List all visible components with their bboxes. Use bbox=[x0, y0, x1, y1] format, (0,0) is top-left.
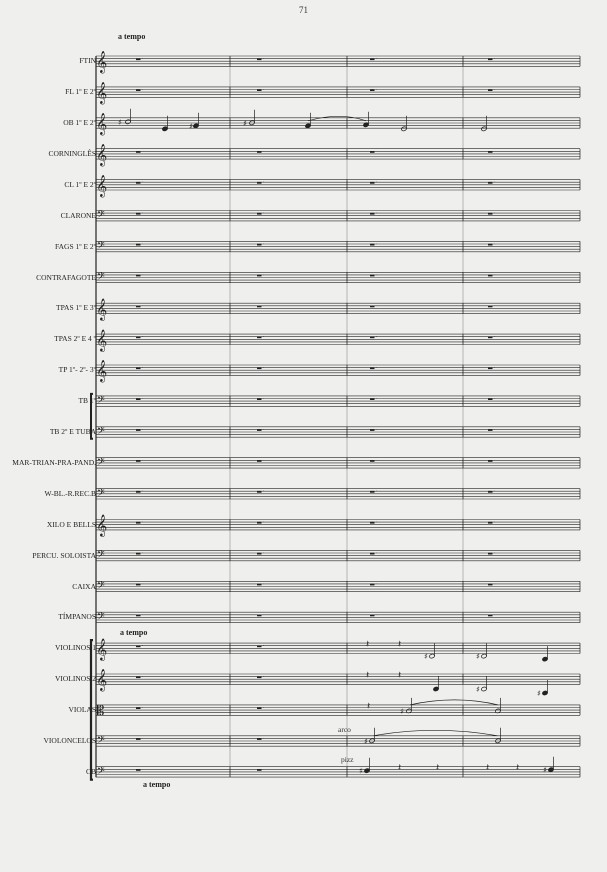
whole-rest bbox=[257, 645, 262, 647]
whole-rest bbox=[257, 522, 262, 524]
whole-rest bbox=[257, 275, 262, 277]
rest-dot: · bbox=[262, 582, 265, 588]
whole-rest bbox=[488, 429, 493, 431]
rest-dot: · bbox=[141, 397, 144, 402]
rest-dot: · bbox=[262, 489, 265, 495]
whole-rest bbox=[257, 584, 262, 586]
whole-rest bbox=[136, 398, 141, 400]
whole-rest bbox=[257, 336, 262, 338]
rest-dot: · bbox=[141, 520, 144, 526]
whole-rest bbox=[488, 306, 493, 308]
sharp-icon: ♯ bbox=[424, 652, 428, 662]
tempo-marking-strings: a tempo bbox=[120, 628, 148, 637]
whole-rest bbox=[488, 151, 493, 153]
whole-rest bbox=[257, 398, 262, 400]
sharp-icon: ♯ bbox=[476, 652, 480, 662]
rest-dot: · bbox=[375, 397, 378, 402]
rest-dot: · bbox=[141, 242, 144, 248]
instrument-label: XILO E BELLS bbox=[46, 519, 96, 529]
instrument-label: TPAS 2º E 4 º bbox=[54, 334, 96, 344]
rest-dot: · bbox=[375, 335, 378, 341]
whole-rest bbox=[257, 213, 262, 215]
whole-rest bbox=[488, 244, 493, 246]
rest-dot: · bbox=[262, 644, 265, 650]
whole-rest bbox=[257, 738, 262, 740]
sharp-icon: ♯ bbox=[364, 736, 368, 746]
rest-dot: · bbox=[262, 427, 265, 433]
quarter-rest-icon: 𝄽 bbox=[366, 639, 370, 651]
rest-dot: · bbox=[141, 582, 144, 588]
whole-rest bbox=[257, 182, 262, 184]
rest-dot: · bbox=[262, 57, 265, 63]
tie-slur bbox=[373, 730, 498, 736]
whole-rest bbox=[488, 336, 493, 338]
whole-rest bbox=[136, 58, 141, 60]
page-number: 71 bbox=[299, 5, 308, 15]
whole-rest bbox=[488, 275, 493, 277]
bass-clef-icon: 𝄢 bbox=[97, 548, 105, 563]
rest-dot: · bbox=[375, 242, 378, 248]
whole-rest bbox=[257, 491, 262, 493]
rest-dot: · bbox=[141, 551, 144, 557]
rest-dot: · bbox=[141, 273, 144, 279]
whole-rest bbox=[370, 151, 375, 153]
whole-rest bbox=[370, 244, 375, 246]
alto-clef-icon: 𝄡 bbox=[97, 704, 105, 720]
instrument-label: CL 1º E 2º bbox=[64, 179, 96, 189]
whole-rest bbox=[136, 584, 141, 586]
whole-rest bbox=[488, 522, 493, 524]
rest-dot: · bbox=[141, 304, 144, 310]
quarter-rest-icon: 𝄽 bbox=[398, 762, 402, 774]
whole-rest bbox=[257, 553, 262, 555]
whole-rest bbox=[370, 182, 375, 184]
instrument-label: CB bbox=[85, 766, 96, 776]
whole-rest bbox=[257, 244, 262, 246]
treble-clef-icon: 𝄞 bbox=[96, 329, 108, 352]
whole-rest bbox=[488, 213, 493, 215]
rest-dot: · bbox=[141, 767, 144, 773]
rest-dot: · bbox=[262, 706, 265, 711]
whole-rest bbox=[370, 615, 375, 617]
rest-dot: · bbox=[375, 273, 378, 279]
instrument-label: CORNINGLÊS bbox=[48, 148, 96, 158]
whole-rest bbox=[488, 491, 493, 493]
rest-dot: · bbox=[141, 675, 144, 681]
quarter-rest-icon: 𝄽 bbox=[486, 762, 490, 774]
whole-rest bbox=[370, 584, 375, 586]
bass-clef-icon: 𝄢 bbox=[97, 208, 105, 223]
instrument-label: TÍMPANOS bbox=[58, 612, 96, 622]
instrument-label: TPAS 1º E 3º bbox=[55, 303, 96, 313]
bass-clef-icon: 𝄢 bbox=[97, 486, 105, 501]
rest-dot: · bbox=[141, 736, 144, 742]
whole-rest bbox=[257, 429, 262, 431]
rest-dot: · bbox=[375, 88, 378, 93]
brass-bracket bbox=[91, 394, 93, 439]
whole-rest bbox=[136, 275, 141, 277]
bass-clef-icon: 𝄢 bbox=[97, 239, 105, 254]
rest-dot: · bbox=[262, 767, 265, 773]
rest-dot: · bbox=[375, 149, 378, 155]
instrument-label: VIOLAS bbox=[68, 705, 96, 715]
whole-rest bbox=[257, 306, 262, 308]
whole-rest bbox=[257, 707, 262, 709]
whole-rest bbox=[136, 460, 141, 462]
whole-rest bbox=[136, 336, 141, 338]
rest-dot: · bbox=[493, 273, 496, 279]
bass-clef-icon: 𝄢 bbox=[97, 455, 105, 470]
quarter-rest-icon: 𝄽 bbox=[398, 639, 402, 651]
rest-dot: · bbox=[141, 613, 144, 619]
strings-bracket bbox=[91, 640, 93, 780]
treble-clef-icon: 𝄞 bbox=[96, 360, 108, 383]
whole-rest bbox=[136, 738, 141, 740]
rest-dot: · bbox=[141, 427, 144, 433]
quarter-rest-icon: 𝄽 bbox=[436, 762, 440, 774]
sharp-icon: ♯ bbox=[189, 121, 193, 131]
bass-clef-icon: 𝄢 bbox=[97, 734, 105, 748]
whole-rest bbox=[136, 367, 141, 369]
whole-rest bbox=[136, 429, 141, 431]
whole-rest bbox=[257, 367, 262, 369]
instrument-label: VIOLINOS 2 bbox=[54, 674, 96, 684]
rest-dot: · bbox=[493, 551, 496, 557]
rest-dot: · bbox=[493, 366, 496, 372]
rest-dot: · bbox=[262, 88, 265, 93]
whole-rest bbox=[370, 306, 375, 308]
whole-rest bbox=[257, 676, 262, 678]
whole-rest bbox=[257, 58, 262, 60]
instrument-label: OB 1º E 2º bbox=[63, 118, 96, 127]
whole-rest bbox=[488, 553, 493, 555]
whole-rest bbox=[136, 213, 141, 215]
treble-clef-icon: 𝄞 bbox=[96, 638, 108, 661]
rest-dot: · bbox=[375, 57, 378, 63]
whole-rest bbox=[370, 398, 375, 400]
whole-rest bbox=[488, 460, 493, 462]
sharp-icon: ♯ bbox=[543, 765, 547, 775]
quarter-rest-icon: 𝄽 bbox=[367, 700, 371, 712]
whole-rest bbox=[136, 306, 141, 308]
rest-dot: · bbox=[141, 335, 144, 341]
whole-rest bbox=[136, 769, 141, 771]
quarter-rest-icon: 𝄽 bbox=[366, 670, 370, 681]
rest-dot: · bbox=[262, 335, 265, 341]
rest-dot: · bbox=[375, 582, 378, 588]
rest-dot: · bbox=[262, 613, 265, 619]
bass-clef-icon: 𝄢 bbox=[97, 610, 105, 625]
instrument-label: FAGS 1º E 2º bbox=[55, 241, 96, 251]
whole-rest bbox=[488, 58, 493, 60]
instrument-label: CONTRAFAGOTE bbox=[36, 272, 96, 282]
whole-rest bbox=[370, 336, 375, 338]
whole-rest bbox=[370, 491, 375, 493]
whole-rest bbox=[136, 182, 141, 184]
rest-dot: · bbox=[141, 458, 144, 464]
rest-dot: · bbox=[375, 427, 378, 433]
rest-dot: · bbox=[262, 149, 265, 155]
whole-rest bbox=[370, 429, 375, 431]
whole-rest bbox=[136, 89, 141, 91]
whole-rest bbox=[370, 89, 375, 91]
whole-rest bbox=[488, 182, 493, 184]
treble-clef-icon: 𝄞 bbox=[96, 174, 108, 197]
rest-dot: · bbox=[493, 180, 496, 186]
instrument-label: TP 1º- 2º- 3º bbox=[58, 365, 96, 375]
rest-dot: · bbox=[141, 211, 144, 217]
instrument-label: CAIXA bbox=[72, 581, 96, 591]
quarter-rest-icon: 𝄽 bbox=[398, 670, 402, 681]
pizz-marking: pizz bbox=[341, 755, 354, 764]
whole-rest bbox=[257, 769, 262, 771]
instrument-label: MAR-TRIAN-PRA-PAND. bbox=[12, 457, 96, 467]
rest-dot: · bbox=[262, 211, 265, 217]
whole-rest bbox=[136, 244, 141, 246]
rest-dot: · bbox=[262, 675, 265, 681]
tempo-marking-bottom: a tempo bbox=[143, 780, 171, 789]
bass-clef-icon: 𝄢 bbox=[97, 394, 105, 409]
whole-rest bbox=[136, 491, 141, 493]
quarter-rest-icon: 𝄽 bbox=[516, 762, 520, 774]
rest-dot: · bbox=[493, 397, 496, 402]
rest-dot: · bbox=[493, 582, 496, 588]
rest-dot: · bbox=[493, 335, 496, 341]
whole-rest bbox=[488, 367, 493, 369]
rest-dot: · bbox=[262, 304, 265, 310]
whole-rest bbox=[370, 522, 375, 524]
rest-dot: · bbox=[375, 551, 378, 557]
whole-rest bbox=[257, 89, 262, 91]
instrument-label: PERCU. SOLOISTA bbox=[32, 550, 96, 560]
sharp-icon: ♯ bbox=[243, 118, 247, 128]
rest-dot: · bbox=[493, 57, 496, 63]
tie-slur bbox=[410, 700, 498, 705]
rest-dot: · bbox=[493, 520, 496, 526]
bass-clef-icon: 𝄢 bbox=[97, 270, 105, 285]
treble-clef-icon: 𝄞 bbox=[96, 514, 108, 537]
instrument-label: TB 1º bbox=[78, 396, 96, 406]
rest-dot: · bbox=[262, 458, 265, 464]
rest-dot: · bbox=[493, 149, 496, 155]
instrument-label: FL 1º E 2º bbox=[65, 87, 96, 97]
rest-dot: · bbox=[493, 304, 496, 310]
rest-dot: · bbox=[141, 366, 144, 372]
whole-rest bbox=[370, 460, 375, 462]
rest-dot: · bbox=[141, 88, 144, 93]
sharp-icon: ♯ bbox=[359, 766, 363, 776]
rest-dot: · bbox=[262, 551, 265, 557]
treble-clef-icon: 𝄞 bbox=[96, 82, 108, 105]
whole-rest bbox=[136, 553, 141, 555]
rest-dot: · bbox=[262, 520, 265, 526]
whole-rest bbox=[136, 676, 141, 678]
rest-dot: · bbox=[375, 613, 378, 619]
rest-dot: · bbox=[262, 273, 265, 279]
instrument-label: TB 2º E TUBA bbox=[49, 427, 96, 436]
rest-dot: · bbox=[375, 458, 378, 464]
rest-dot: · bbox=[141, 180, 144, 186]
arco-marking: arco bbox=[338, 725, 351, 734]
bass-clef-icon: 𝄢 bbox=[97, 425, 105, 439]
whole-rest bbox=[257, 151, 262, 153]
whole-rest bbox=[488, 398, 493, 400]
rest-dot: · bbox=[375, 304, 378, 310]
rest-dot: · bbox=[141, 57, 144, 63]
rest-dot: · bbox=[141, 489, 144, 495]
bass-clef-icon: 𝄢 bbox=[97, 579, 105, 594]
whole-rest bbox=[136, 645, 141, 647]
sharp-icon: ♯ bbox=[537, 689, 541, 698]
bass-clef-icon: 𝄢 bbox=[97, 764, 105, 779]
whole-rest bbox=[488, 615, 493, 617]
sharp-icon: ♯ bbox=[400, 706, 404, 716]
instrument-label: W-BL.-R.REC.B bbox=[44, 488, 96, 498]
treble-clef-icon: 𝄞 bbox=[96, 669, 108, 692]
rest-dot: · bbox=[493, 242, 496, 248]
treble-clef-icon: 𝄞 bbox=[96, 298, 108, 321]
rest-dot: · bbox=[262, 397, 265, 402]
rest-dot: · bbox=[262, 366, 265, 372]
rest-dot: · bbox=[262, 736, 265, 742]
whole-rest bbox=[257, 615, 262, 617]
sharp-icon: ♯ bbox=[476, 685, 480, 694]
rest-dot: · bbox=[493, 427, 496, 433]
instrument-label: FTIN bbox=[79, 56, 96, 66]
rest-dot: · bbox=[493, 458, 496, 464]
whole-rest bbox=[370, 213, 375, 215]
whole-rest bbox=[136, 615, 141, 617]
rest-dot: · bbox=[375, 489, 378, 495]
rest-dot: · bbox=[375, 180, 378, 186]
whole-rest bbox=[136, 522, 141, 524]
rest-dot: · bbox=[141, 644, 144, 650]
rest-dot: · bbox=[493, 88, 496, 93]
rest-dot: · bbox=[141, 149, 144, 155]
whole-rest bbox=[370, 58, 375, 60]
rest-dot: · bbox=[375, 211, 378, 217]
whole-rest bbox=[370, 553, 375, 555]
treble-clef-icon: 𝄞 bbox=[96, 51, 108, 74]
sharp-icon: ♯ bbox=[118, 117, 122, 127]
whole-rest bbox=[136, 707, 141, 709]
rest-dot: · bbox=[493, 489, 496, 495]
whole-rest bbox=[370, 367, 375, 369]
rest-dot: · bbox=[141, 706, 144, 711]
rest-dot: · bbox=[375, 520, 378, 526]
whole-rest bbox=[488, 89, 493, 91]
instrument-label: CLARONE bbox=[60, 210, 96, 220]
tempo-marking-top: a tempo bbox=[118, 32, 146, 41]
treble-clef-icon: 𝄞 bbox=[96, 113, 108, 135]
whole-rest bbox=[488, 584, 493, 586]
whole-rest bbox=[136, 151, 141, 153]
whole-rest bbox=[257, 460, 262, 462]
rest-dot: · bbox=[493, 613, 496, 619]
rest-dot: · bbox=[262, 242, 265, 248]
rest-dot: · bbox=[375, 366, 378, 372]
whole-rest bbox=[370, 275, 375, 277]
instrument-label: VIOLONCELOS bbox=[43, 736, 96, 745]
instrument-label: VIOLINOS 1 bbox=[54, 643, 96, 653]
rest-dot: · bbox=[262, 180, 265, 186]
treble-clef-icon: 𝄞 bbox=[96, 143, 108, 166]
rest-dot: · bbox=[493, 211, 496, 217]
